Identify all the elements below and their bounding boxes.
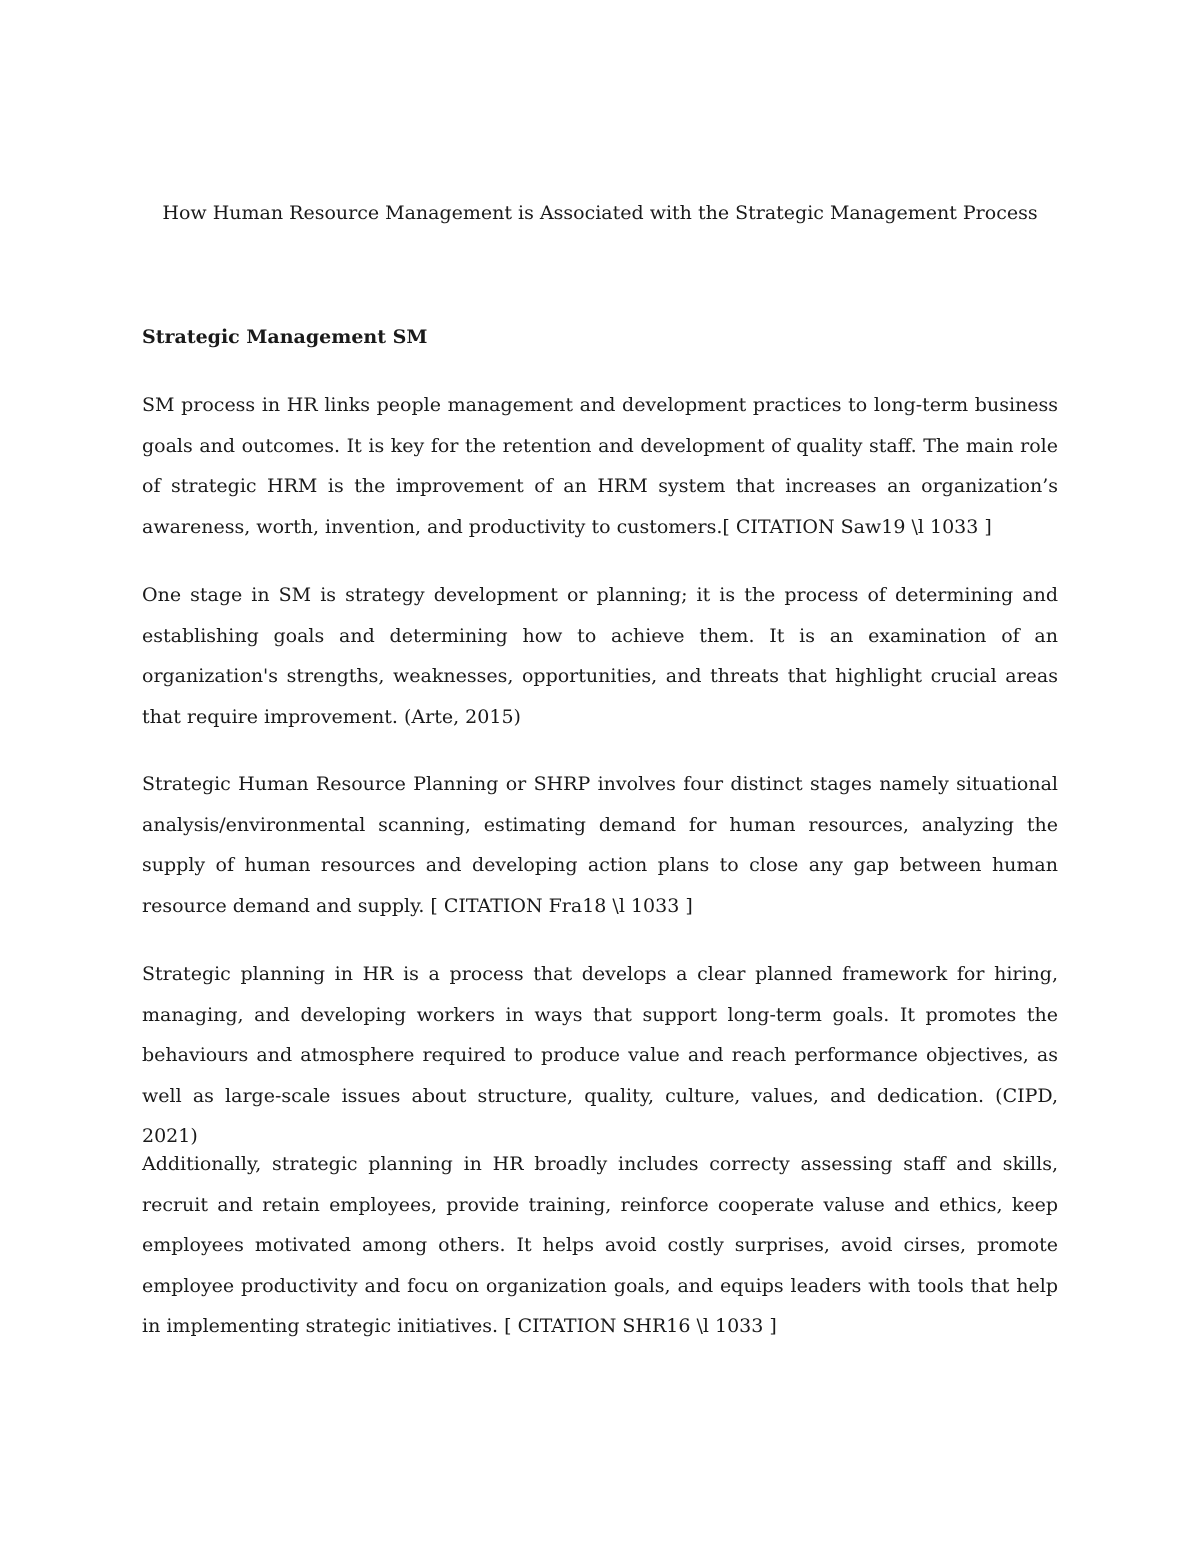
paragraph: One stage in SM is strategy development or planning; it is the process of determining and establishing goals and determining how to achieve them. It is an examination of an organization's strengths, weaknesses, opportunities, and threats that highlight crucial areas that require improvement. (Arte, 2015) — [142, 584, 1058, 728]
paragraph: Strategic Human Resource Planning or SHRP involves four distinct stages namely situational analysis/environmental scanning, estimating demand for human resources, analyzing the supply of human resources and developing action plans to close any gap between human resource demand and supply. [ CITATION Fra18 \l 1033 ] — [142, 773, 1058, 917]
section-heading: Strategic Management SM — [142, 326, 428, 348]
paragraph: Strategic planning in HR is a process that develops a clear planned framework for hiring, managing, and developing workers in ways that support long-term goals. It promotes the behaviours and atmosphere required to produce value and reach performance objectives, as well as large-scale issues about structure, quality, culture, values, and dedication. (CIPD, 2021) — [142, 963, 1058, 1148]
document-title: How Human Resource Management is Associated with the Strategic Management Process — [162, 202, 1038, 224]
paragraph: SM process in HR links people management and development practices to long-term business goals and outcomes. It is key for the retention and development of quality staff. The main role of strategic HRM is the improvement of an HRM system that increases an organization’s awareness, worth, invention, and productivity to customers.[ CITATION Saw19 \l 1033 ] — [142, 394, 1058, 538]
paragraph: Additionally, strategic planning in HR broadly includes correcty assessing staff and skills, recruit and retain employees, provide training, reinforce cooperate valuse and ethics, keep employees motivated among others. It helps avoid costly surprises, avoid cirses, promote employee productivity and focu on organization goals, and equips leaders with tools that help in implementing strategic initiatives. [ CITATION SHR16 \l 1033 ] — [142, 1153, 1058, 1338]
